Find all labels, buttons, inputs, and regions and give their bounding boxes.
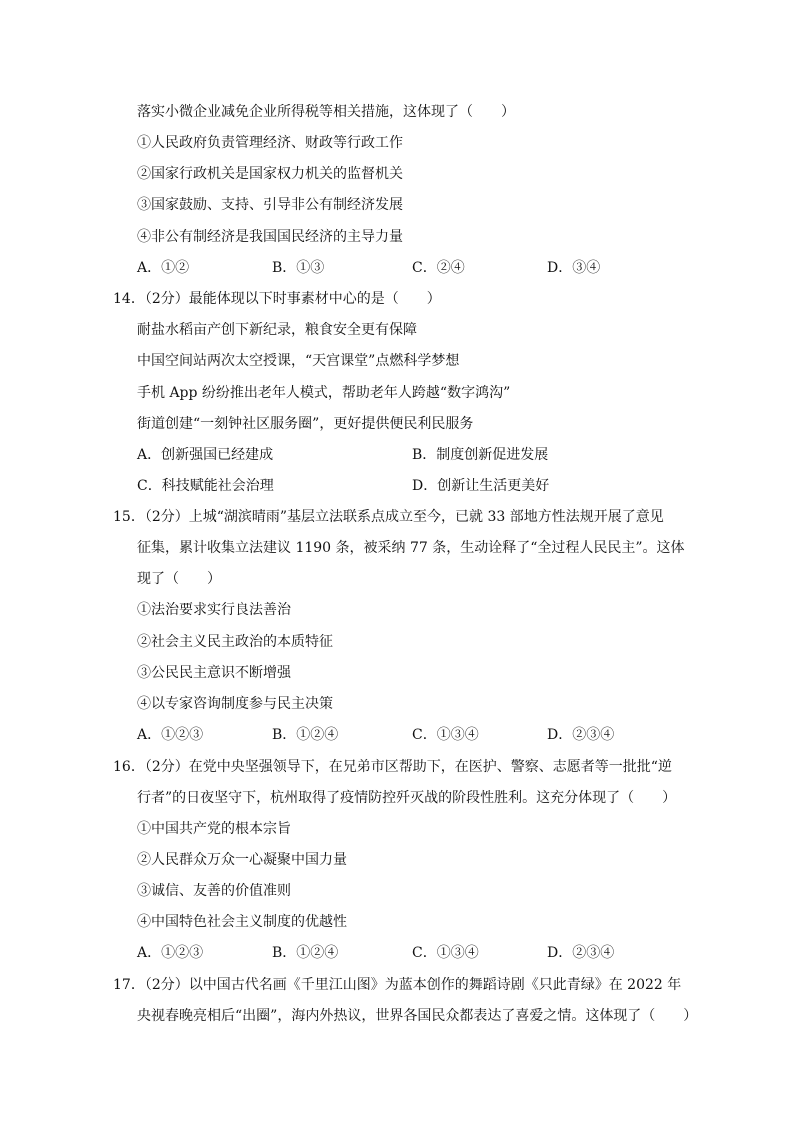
q13-option-d: D．③④ [547, 260, 601, 276]
q16-stem-line-2: 行者”的日夜坚守下，杭州取得了疫情防控歼灭战的阶段性胜利。这充分体现了（ ） [137, 790, 677, 806]
q15-option-d: D．②③④ [547, 727, 615, 743]
q15-item-4: ④以专家咨询制度参与民主决策 [137, 696, 333, 712]
q16-option-a: A．①②③ [137, 945, 204, 961]
q13-stem-tail: 落实小微企业减免企业所得税等相关措施，这体现了（ ） [137, 104, 515, 120]
q14-item-1: 耐盐水稻亩产创下新纪录，粮食安全更有保障 [137, 322, 417, 338]
q15-stem-line-2: 征集，累计收集立法建议 1190 条，被采纳 77 条，生动诠释了“全过程人民民主”。这体 [137, 540, 685, 556]
q16-stem-line-1: 16．（2分）在党中央坚强领导下，在兄弟市区帮助下，在医护、警察、志愿者等一批批“逆 [113, 759, 672, 775]
q14-option-b: B．制度创新促进发展 [412, 447, 549, 463]
q14-option-a: A．创新强国已经建成 [137, 447, 274, 463]
q14-option-d: D．创新让生活更美好 [412, 478, 550, 494]
q15-item-1: ①法治要求实行良法善治 [137, 602, 291, 618]
q16-item-2: ②人民群众万众一心凝聚中国力量 [137, 852, 347, 868]
q15-option-c: C．①③④ [412, 727, 479, 743]
q13-item-4: ④非公有制经济是我国国民经济的主导力量 [137, 229, 403, 245]
q14-item-3: 手机 App 纷纷推出老年人模式，帮助老年人跨越“数字鸿沟” [137, 385, 511, 401]
q16-option-d: D．②③④ [547, 945, 615, 961]
q17-stem-line-2: 央视春晚亮相后“出圈”，海内外热议，世界各国民众都表达了喜爱之情。这体现了（ ） [137, 1008, 698, 1024]
q13-option-c: C．②④ [412, 260, 465, 276]
q13-item-3: ③国家鼓励、支持、引导非公有制经济发展 [137, 197, 403, 213]
q16-item-3: ③诚信、友善的价值准则 [137, 883, 291, 899]
q15-stem-line-1: 15．（2分）上城“湖滨晴雨”基层立法联系点成立至今，已就 33 部地方性法规开展了意见 [113, 509, 664, 525]
q15-option-a: A．①②③ [137, 727, 204, 743]
q15-option-b: B．①②④ [272, 727, 339, 743]
q14-item-4: 街道创建“一刻钟社区服务圈”，更好提供便民利民服务 [137, 416, 474, 432]
q13-option-b: B．①③ [272, 260, 325, 276]
q15-item-3: ③公民民主意识不断增强 [137, 665, 291, 681]
q14-option-c: C．科技赋能社会治理 [137, 478, 274, 494]
q17-stem-line-1: 17．（2分）以中国古代名画《千里江山图》为蓝本创作的舞蹈诗剧《只此青绿》在 2022 年 [113, 977, 682, 993]
q16-item-1: ①中国共产党的根本宗旨 [137, 821, 291, 837]
q16-option-b: B．①②④ [272, 945, 339, 961]
q13-item-2: ②国家行政机关是国家权力机关的监督机关 [137, 166, 403, 182]
q14-item-2: 中国空间站两次太空授课，“天宫课堂”点燃科学梦想 [137, 353, 460, 369]
q16-item-4: ④中国特色社会主义制度的优越性 [137, 914, 347, 930]
q13-option-a: A．①② [137, 260, 190, 276]
q14-stem: 14．（2分）最能体现以下时事素材中心的是（ ） [113, 291, 441, 307]
q13-item-1: ①人民政府负责管理经济、财政等行政工作 [137, 135, 403, 151]
q15-stem-line-3: 现了（ ） [137, 571, 221, 587]
q15-item-2: ②社会主义民主政治的本质特征 [137, 634, 333, 650]
q16-option-c: C．①③④ [412, 945, 479, 961]
